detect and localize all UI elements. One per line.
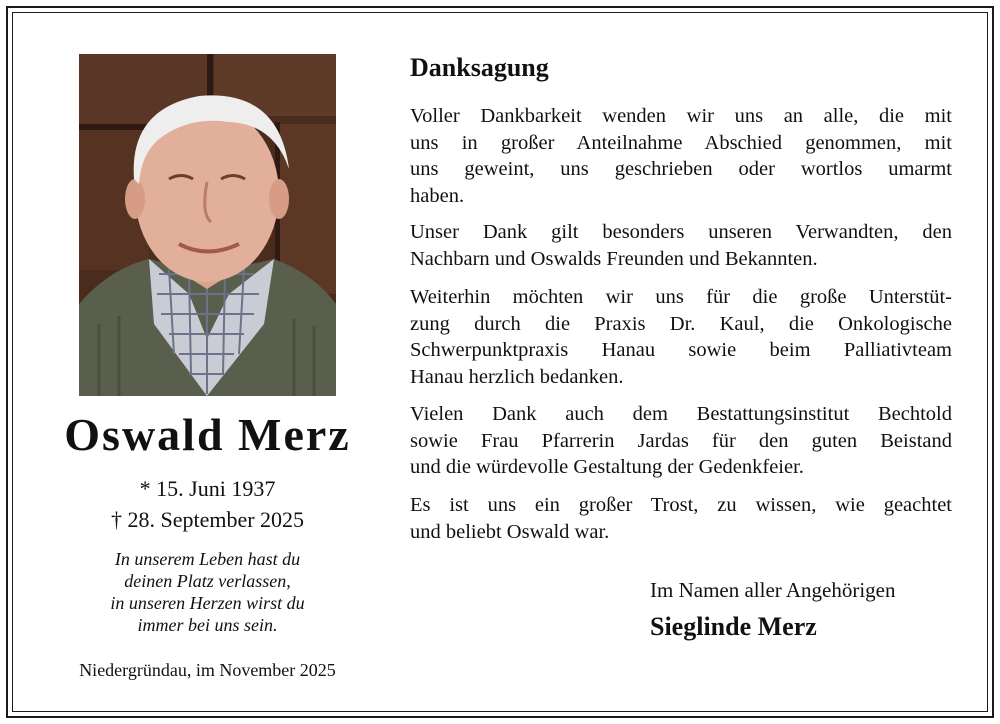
text-line: und beliebt Oswald war. bbox=[410, 520, 610, 543]
closing-line: Im Namen aller Angehörigen bbox=[650, 578, 896, 602]
paragraph-support bbox=[410, 284, 952, 390]
text-line: Schwerpunktpraxis Hanau sowie beim Palliativteam bbox=[410, 339, 952, 361]
paragraph-gratitude bbox=[410, 103, 952, 209]
signer-name: Sieglinde Merz bbox=[650, 612, 817, 641]
birth-date: * 15. Juni 1937 bbox=[139, 476, 276, 501]
poem-line: in unseren Herzen wirst du bbox=[110, 593, 305, 613]
text-line: uns in großer Anteilnahme Abschied genommen, mit bbox=[410, 131, 952, 154]
portrait-photo bbox=[79, 54, 336, 396]
text-line: Vielen Dank auch dem Bestattungsinstitut Bechtold bbox=[410, 403, 952, 425]
text-line: haben. bbox=[410, 184, 465, 207]
poem-line: immer bei uns sein. bbox=[137, 615, 278, 635]
text-line: sowie Frau Pfarrerin Jardas für den guten Beistand bbox=[410, 429, 952, 452]
paragraph-comfort bbox=[410, 492, 952, 545]
paragraph-relatives bbox=[410, 219, 952, 272]
text-line: Weiterhin möchten wir uns für die große Unterstüt- bbox=[410, 286, 952, 308]
text-line: Unser Dank gilt besonders unseren Verwandten, den bbox=[410, 221, 952, 243]
heading: Danksagung bbox=[410, 53, 549, 82]
text-line: Hanau herzlich bedanken. bbox=[410, 365, 624, 388]
place-date: Niedergründau, im November 2025 bbox=[79, 660, 336, 680]
text-line: und die würdevolle Gestaltung der Gedenkfeier. bbox=[410, 456, 804, 478]
text-line: zung durch die Praxis Dr. Kaul, die Onkologische bbox=[410, 312, 952, 335]
poem-line: In unserem Leben hast du bbox=[114, 549, 301, 569]
text-line: Nachbarn und Oswalds Freunden und Bekannten. bbox=[410, 247, 818, 270]
death-date: † 28. September 2025 bbox=[110, 507, 305, 532]
deceased-name: Oswald Merz bbox=[64, 409, 351, 460]
text-line: Voller Dankbarkeit wenden wir uns an alle, die mit bbox=[410, 105, 952, 127]
paragraph-funeral bbox=[410, 401, 952, 481]
poem-line: deinen Platz verlassen, bbox=[124, 571, 291, 591]
memorial-poem bbox=[30, 548, 385, 636]
text-line: uns geweint, uns geschrieben oder wortlos umarmt bbox=[410, 158, 952, 180]
text-line: Es ist uns ein großer Trost, zu wissen, wie geachtet bbox=[410, 494, 952, 516]
